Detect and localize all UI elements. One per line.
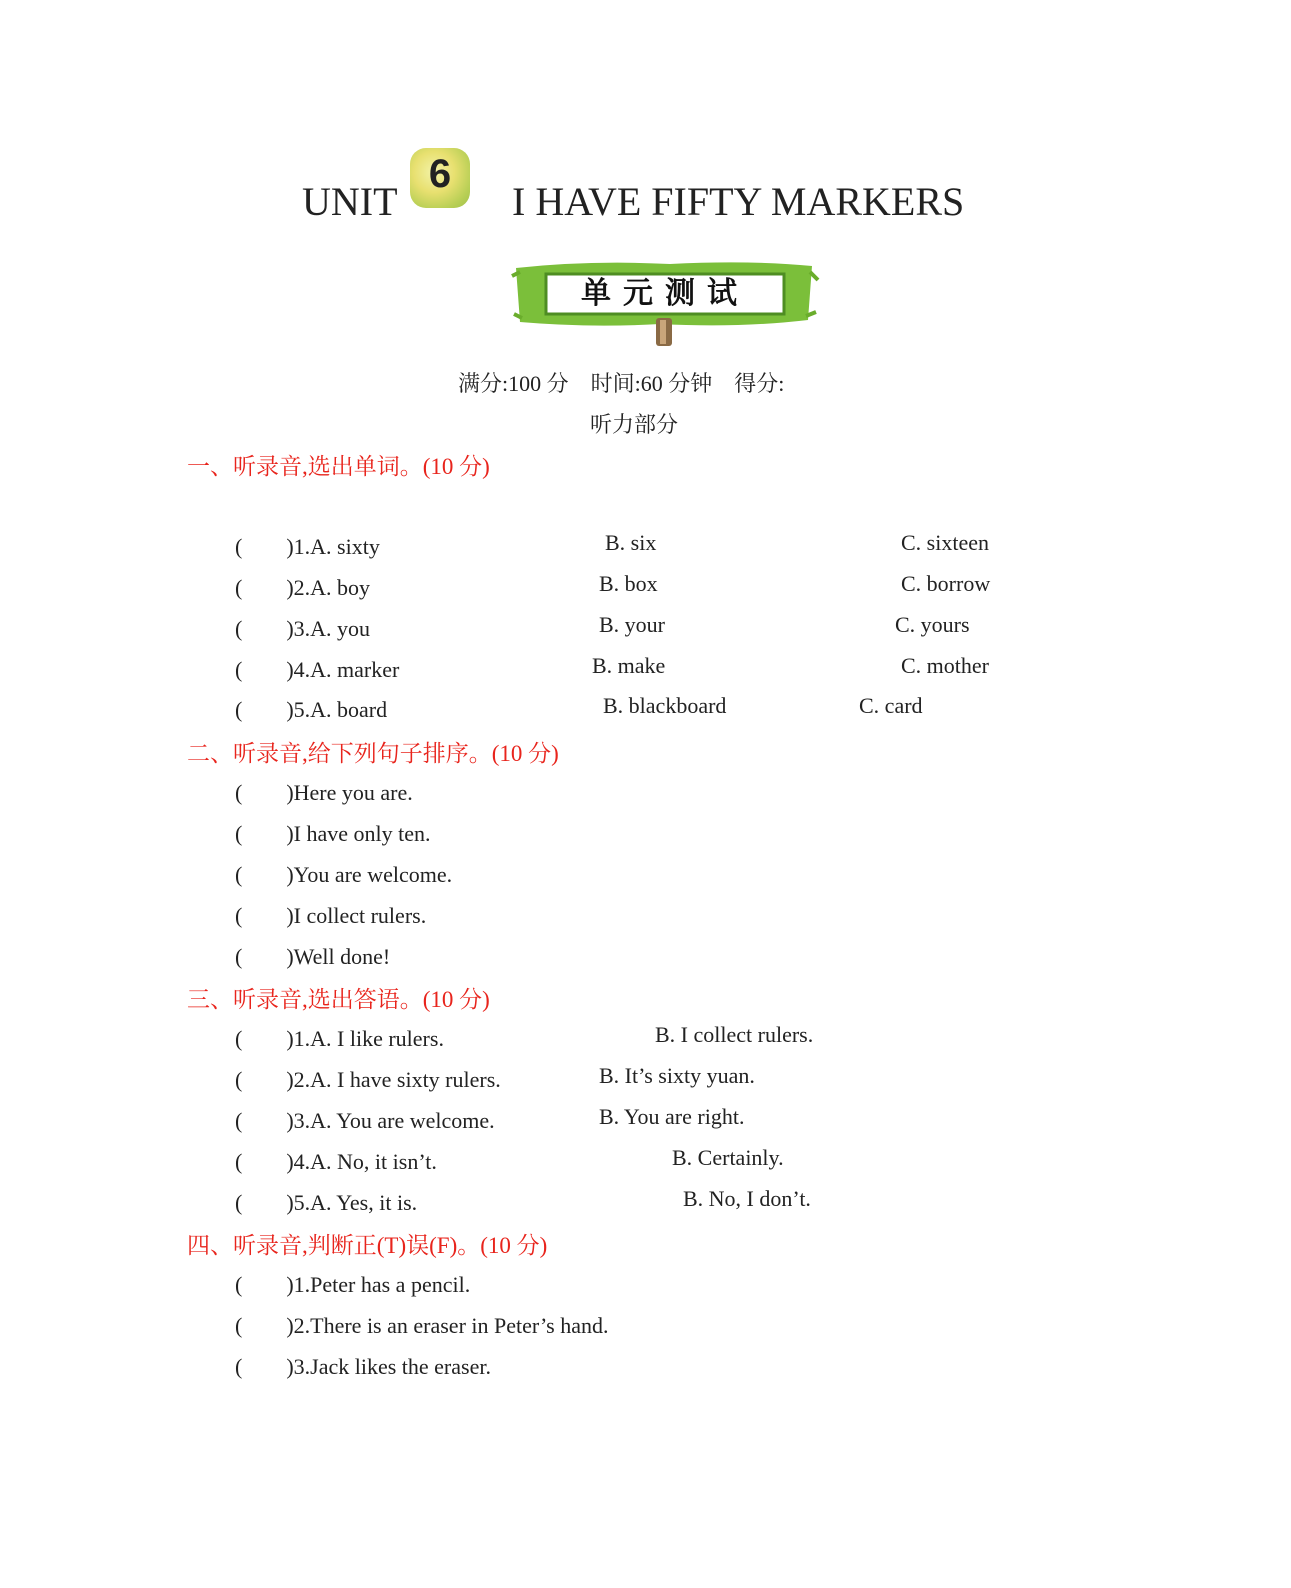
question-option-b: B. It’s sixty yuan. [599,1063,755,1088]
question-option-b: B. blackboard [603,693,727,718]
sentence-item: ( )You are welcome. [235,862,453,887]
section-heading: 四、听录音,判断正(T)误(F)。(10 分) [187,1233,548,1258]
unit-number: 6 [428,152,452,196]
section-heading: 二、听录音,给下列句子排序。(10 分) [187,741,559,766]
question-option-b: B. You are right. [599,1104,745,1129]
sentence-item: ( )I collect rulers. [235,903,427,928]
score-time-line: 满分:100 分 时间:60 分钟 得分: [458,371,785,396]
unit-number-badge [410,148,470,208]
question-option-a: ( )5.A. Yes, it is. [235,1190,418,1215]
statement-item: ( )1.Peter has a pencil. [235,1272,471,1297]
question-option-a: ( )2.A. boy [235,575,371,600]
unit-label: UNIT [302,179,398,224]
question-option-a: ( )3.A. you [235,616,371,641]
banner-title: 单元测试 [581,276,749,311]
question-option-a: ( )3.A. You are welcome. [235,1108,495,1133]
part-label: 听力部分 [590,412,679,437]
sentence-item: ( )Here you are. [235,780,413,805]
question-option-a: ( )2.A. I have sixty rulers. [235,1067,501,1092]
question-option-a: ( )5.A. board [235,697,388,722]
question-option-c: C. mother [901,653,989,678]
question-option-a: ( )4.A. No, it isn’t. [235,1149,437,1174]
question-option-c: C. sixteen [901,530,989,555]
question-option-b: B. I collect rulers. [655,1022,814,1047]
sentence-item: ( )Well done! [235,944,391,969]
unit-title: I HAVE FIFTY MARKERS [512,179,965,224]
question-option-b: B. your [599,612,665,637]
section-heading: 三、听录音,选出答语。(10 分) [187,987,490,1012]
question-option-c: C. card [859,693,923,718]
question-option-a: ( )1.A. sixty [235,534,380,559]
sentence-item: ( )I have only ten. [235,821,431,846]
question-option-b: B. Certainly. [672,1145,784,1170]
question-option-c: C. borrow [901,571,991,596]
question-option-a: ( )4.A. marker [235,657,400,682]
question-option-a: ( )1.A. I like rulers. [235,1026,444,1051]
statement-item: ( )2.There is an eraser in Peter’s hand. [235,1313,609,1338]
question-option-b: B. make [592,653,666,678]
question-option-b: B. six [605,530,657,555]
section-heading: 一、听录音,选出单词。(10 分) [187,454,490,479]
question-option-b: B. box [599,571,658,596]
question-option-b: B. No, I don’t. [683,1186,811,1211]
statement-item: ( )3.Jack likes the eraser. [235,1354,491,1379]
question-option-c: C. yours [895,612,970,637]
